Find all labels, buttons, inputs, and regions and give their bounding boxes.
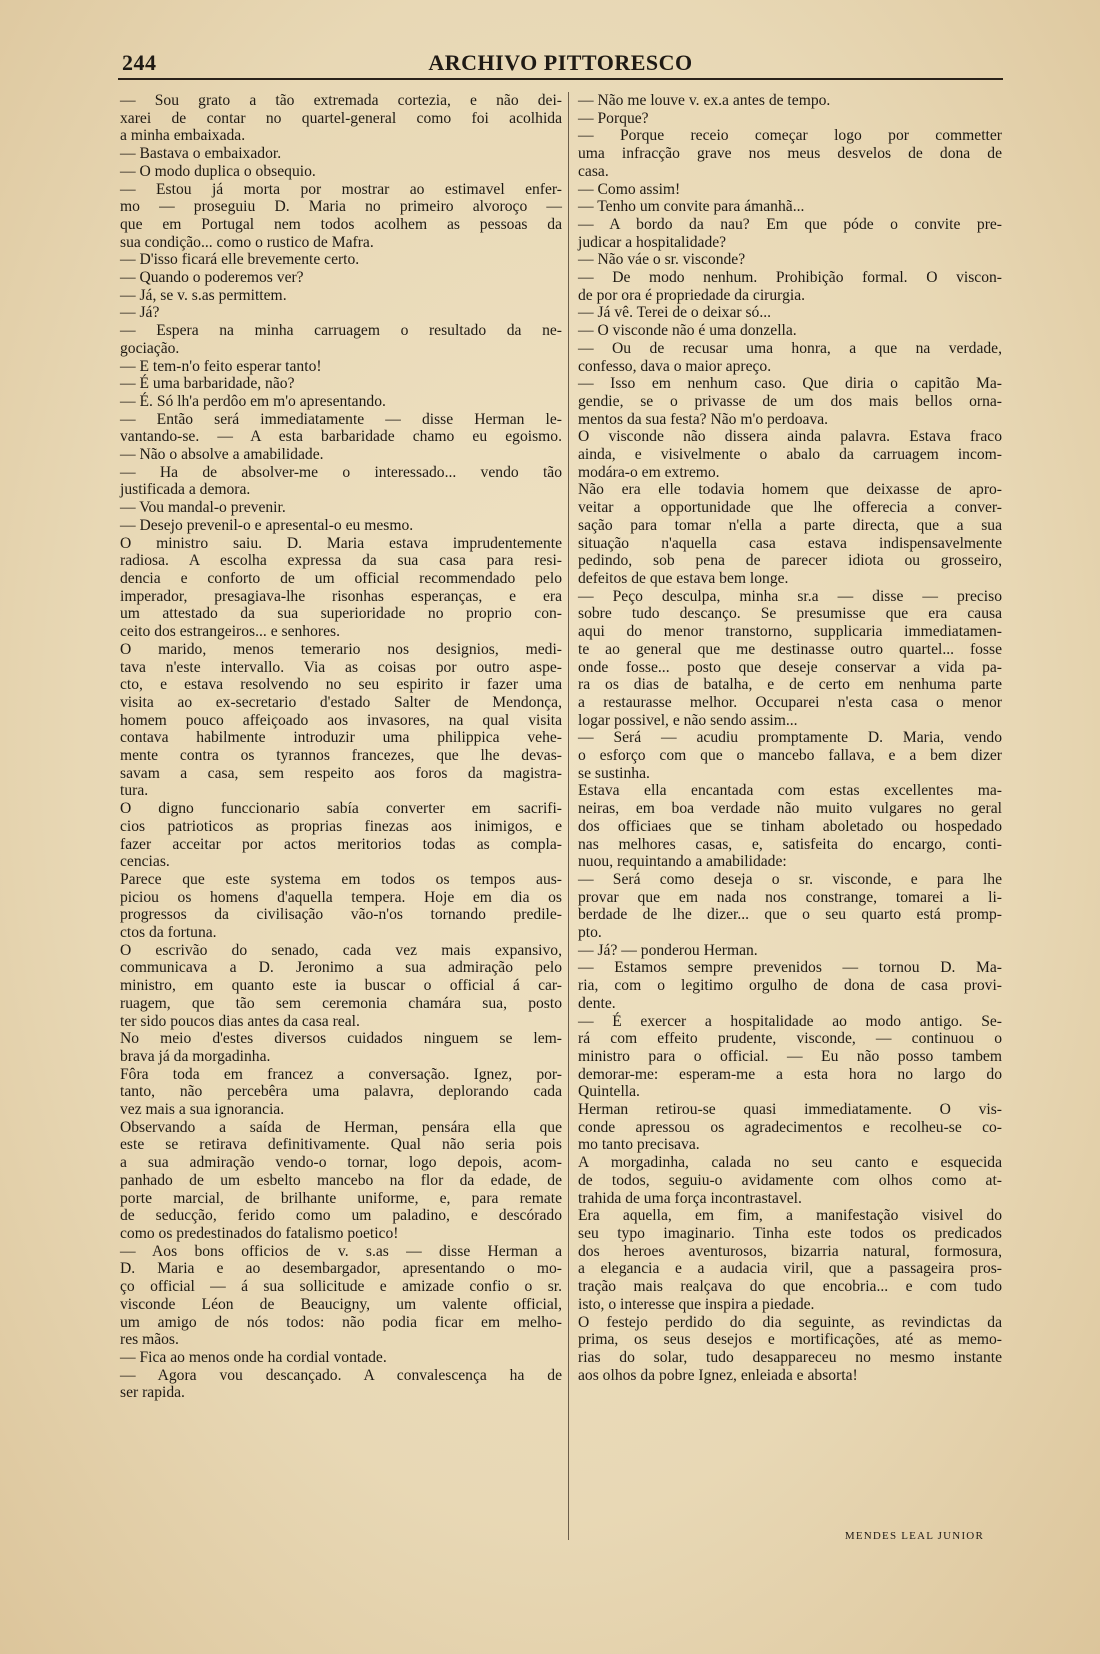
text-line: tava n'este intervallo. Via as coisas por outro aspe- <box>120 658 562 676</box>
text-line: Herman retirou-se quasi immediatamente. O vis- <box>578 1101 1002 1119</box>
text-line: casa. <box>578 162 609 180</box>
text-line: ra os dias de batalha, e de certo em nenhuma parte <box>578 676 1002 694</box>
text-line: um amigo de nós todos: não podia ficar em melho- <box>120 1313 562 1331</box>
text-line: prima, os seus desejos e mortificações, até as memo- <box>578 1331 1002 1349</box>
text-line: justificada a demora. <box>120 481 251 499</box>
text-line: dente. <box>578 994 616 1012</box>
text-line: cencias. <box>120 853 170 871</box>
text-line: brava já da morgadinha. <box>120 1047 271 1065</box>
text-line: defeitos de que estava bem longe. <box>578 569 789 587</box>
text-line: uma infracção grave nos meus desvelos de dona de <box>578 145 1002 163</box>
text-line: porte marcial, de brilhante uniforme, e, para remate <box>120 1189 562 1207</box>
text-line: mente contra os tyrannos francezes, que lhe devas- <box>120 747 562 765</box>
text-line: Fôra toda em francez a conversação. Ignez, por- <box>120 1065 562 1083</box>
text-line: — Já? <box>120 304 160 322</box>
text-line: seu typo imaginario. Tinha este todos os predicados <box>578 1225 1002 1242</box>
text-line: progressos da civilisação vão-n'os tornando predile- <box>120 906 562 924</box>
text-line: — Espera na minha carruagem o resultado da ne- <box>120 322 562 340</box>
text-line: — Então será immediatamente — disse Herman le- <box>120 410 562 428</box>
text-line: aqui do menor transtorno, supplicaria immediatamen- <box>578 623 1002 641</box>
text-line: cto, e estava resolvendo no seu espirito ir fazer uma <box>120 676 562 694</box>
text-line: homem pouco affeiçoado aos invasores, na qual visita <box>120 711 562 729</box>
text-line: sua condição... como o rustico de Mafra. <box>120 233 374 251</box>
text-line: situação n'aquella casa estava indispensavelmente <box>578 534 1002 552</box>
text-line: — Tenho um convite para ámanhã... <box>578 198 805 216</box>
text-line: — Isso em nenhum caso. Que diria o capitão Ma- <box>578 375 1002 393</box>
text-line: conde apressou os agradecimentos e recolheu-se co- <box>578 1118 1002 1136</box>
text-line: onde fosse... posto que deseje conservar a vida pa- <box>578 658 1002 676</box>
text-line: o esforço com que o mancebo fallava, e a bem dizer <box>578 747 1002 765</box>
text-line: mentos da sua festa? Não m'o perdoava. <box>578 410 829 428</box>
text-line: — Desejo prevenil-o e apresental-o eu mesmo. <box>120 516 414 534</box>
text-line: neiras, em boa verdade não muito vulgares no geral <box>578 800 1002 818</box>
text-line: — Porque receio começar logo por commetter <box>578 127 1002 145</box>
text-line: — Será como deseja o sr. visconde, e para lhe <box>578 870 1002 888</box>
text-line: rias do solar, tudo desappareceu no mesmo instante <box>578 1348 1002 1366</box>
text-line: provar que em nada nos constrange, tomarei a li- <box>578 888 1002 906</box>
text-line: — De modo nenhum. Prohibição formal. O viscon- <box>578 269 1002 287</box>
text-line: de todos, seguiu-o avidamente com olhos como at- <box>578 1171 1002 1189</box>
text-line: contava habilmente introduzir uma philippica vehe- <box>120 729 562 747</box>
text-line: Observando a saída de Herman, pensára ella que <box>120 1118 562 1136</box>
text-line: — Não me louve v. ex.a antes de tempo. <box>578 92 831 109</box>
text-line: se sustinha. <box>578 764 650 782</box>
text-line: ministro, em quanto este ia buscar o official á car- <box>120 977 562 995</box>
left-column <box>120 92 562 1402</box>
text-line: tração mais realçava do que encobria... e com tudo <box>578 1278 1002 1296</box>
text-line: — Será — acudiu promptamente D. Maria, vendo <box>578 729 1002 747</box>
text-line: — Estou já morta por mostrar ao estimavel enfer- <box>120 180 562 198</box>
text-line: — É exercer a hospitalidade ao modo antigo. Se- <box>578 1012 1002 1030</box>
page-number: 244 <box>122 50 157 75</box>
text-line: xarei de contar no quartel-general como foi acolhida <box>120 109 562 127</box>
text-line: — Como assim! <box>578 180 681 198</box>
text-line: nas melhores casas, e, satisfeita do encargo, conti- <box>578 835 1002 853</box>
text-line: — Aos bons officios de v. s.as — disse Herman a <box>120 1242 562 1260</box>
text-line: savam a casa, sem respeito aos foros da magistra- <box>120 764 562 782</box>
text-line: communicava a D. Jeronimo a sua admiração pelo <box>120 959 562 977</box>
column-divider <box>568 92 569 1540</box>
page-header <box>118 48 1003 78</box>
text-line: ria, com o legitimo orgulho de dona de casa provi- <box>578 977 1002 995</box>
text-line: Era aquella, em fim, a manifestação visivel do <box>578 1207 1002 1225</box>
text-line: — É uma barbaridade, não? <box>120 375 295 393</box>
text-line: este se retirava definitivamente. Qual não seria pois <box>120 1136 562 1154</box>
text-line: Quintella. <box>578 1083 640 1101</box>
text-line: tura. <box>120 782 149 800</box>
text-line: — Sou grato a tão extremada cortezia, e não dei- <box>120 92 562 109</box>
text-line: dos officiaes que se tinham aboletado ou hospedado <box>578 817 1002 835</box>
text-line: gociação. <box>120 339 180 357</box>
text-line: — Ha de absolver-me o interessado... vendo tão <box>120 463 562 481</box>
text-line: de seducção, ferido como um paladino, e descórado <box>120 1207 562 1225</box>
text-line: cios patrioticos as proprias finezas aos inimigos, e <box>120 817 562 835</box>
text-line: modára-o em extremo. <box>578 463 720 481</box>
text-line: panhado de um esbelto mancebo na flor da edade, de <box>120 1171 562 1189</box>
text-line: demorar-me: esperam-me a esta hora no largo do <box>578 1065 1002 1083</box>
text-line: pedindo, sob pena de parecer idiota ou grosseiro, <box>578 552 1002 570</box>
text-line: ctos da fortuna. <box>120 924 217 942</box>
text-line: ainda, e visivelmente o abalo da carruagem incom- <box>578 446 1002 464</box>
text-line: radiosa. A escolha expressa da sua casa para resi- <box>120 552 562 570</box>
text-line: — Ou de recusar uma honra, a que na verdade, <box>578 339 1002 357</box>
text-line: — O visconde não é uma donzella. <box>578 322 797 340</box>
author-signature: MENDES LEAL JUNIOR <box>844 1530 984 1542</box>
text-line: O escrivão do senado, cada vez mais expansivo, <box>120 941 562 959</box>
text-line: — O modo duplica o obsequio. <box>120 162 316 180</box>
text-line: vez mais a sua ignorancia. <box>120 1101 285 1119</box>
text-line: ser rapida. <box>120 1384 185 1402</box>
text-line: — Quando o poderemos ver? <box>120 269 304 287</box>
text-line: — A bordo da nau? Em que póde o convite pre- <box>578 215 1002 233</box>
text-line: No meio d'estes diversos cuidados ninguem se lem- <box>120 1030 562 1048</box>
text-line: sobre tudo descanço. Se presumisse que era causa <box>578 605 1002 623</box>
text-line: — D'isso ficará elle brevemente certo. <box>120 251 360 269</box>
text-line: isto, o interesse que inspira a piedade. <box>578 1295 815 1313</box>
text-line: — Já, se v. s.as permittem. <box>120 286 287 304</box>
text-line: veitar a opportunidade que lhe offerecia a conver- <box>578 499 1002 517</box>
text-line: judicar a hospitalidade? <box>578 233 727 251</box>
text-line: — Já? — ponderou Herman. <box>578 941 758 959</box>
text-line: res mãos. <box>120 1331 179 1349</box>
text-line: logar possivel, e não sendo assim... <box>578 711 798 729</box>
text-line: de por ora é propriedade da cirurgia. <box>578 286 806 304</box>
text-line: — Vou mandal-o prevenir. <box>120 499 286 517</box>
right-column <box>578 92 1002 1384</box>
text-line: O festejo perdido do dia seguinte, as revindictas da <box>578 1313 1002 1331</box>
text-line: berdade de lhe dizer... que o seu quarto está promp- <box>578 906 1002 924</box>
text-line: Parece que este systema em todos os tempos aus- <box>120 870 562 888</box>
text-line: gendie, se o privasse de um dos mais bellos orna- <box>578 392 1002 410</box>
text-line: tanto, não percebêra uma palavra, deplorando cada <box>120 1083 562 1101</box>
text-line: um attestado da sua superioridade no proprio con- <box>120 605 562 623</box>
text-line: mo — proseguiu D. Maria no primeiro alvoroço — <box>120 198 562 216</box>
text-line: a restaurasse melhor. Occuparei n'esta casa o menor <box>578 693 1002 711</box>
text-line: — Fica ao menos onde ha cordial vontade. <box>120 1348 387 1366</box>
text-line: rá com effeito prudente, visconde, — continuou o <box>578 1030 1002 1048</box>
text-line: imperador, presagiava-lhe risonhas esperanças, e era <box>120 587 562 605</box>
text-line: a sua admiração vendo-o tornar, logo depois, acom- <box>120 1154 562 1172</box>
text-line: a elegancia e a audacia viril, que a passageira pros- <box>578 1260 1002 1278</box>
text-line: ço official — á sua sollicitude e amizade confio o sr. <box>120 1278 562 1296</box>
text-line: vantando-se. — A esta barbaridade chamo eu egoismo. <box>120 428 562 446</box>
text-line: dencia e conforto de um official recommendado pelo <box>120 569 562 587</box>
text-line: visconde Léon de Beaucigny, um valente official, <box>120 1295 562 1313</box>
text-line: pto. <box>578 924 602 942</box>
text-line: te ao general que me destinasse outro quartel... fosse <box>578 640 1002 658</box>
text-line: O ministro saiu. D. Maria estava imprudentemente <box>120 534 562 552</box>
text-line: dos heroes aventurosos, bizarria natural, formosura, <box>578 1242 1002 1260</box>
text-line: Estava ella encantada com estas excellentes ma- <box>578 782 1002 800</box>
text-line: ter sido poucos dias antes da casa real. <box>120 1012 360 1030</box>
text-line: — Bastava o embaixador. <box>120 145 282 163</box>
text-line: — Peço desculpa, minha sr.a — disse — preciso <box>578 587 1002 605</box>
journal-title: ARCHIVO PITTORESCO <box>428 50 693 75</box>
header-rule <box>118 78 1003 80</box>
text-line: visita ao ex-secretario d'estado Salter de Mendonça, <box>120 693 562 711</box>
text-line: — Não váe o sr. visconde? <box>578 251 746 269</box>
text-line: — Agora vou descançado. A convalescença ha de <box>120 1366 562 1384</box>
text-line: como os predestinados do fatalismo poetico! <box>120 1225 399 1242</box>
text-line: Não era elle todavia homem que deixasse de apro- <box>578 481 1002 499</box>
text-line: que em Portugal nem todos acolhem as pessoas da <box>120 215 562 233</box>
text-line: nuou, requintando a amabilidade: <box>578 853 787 871</box>
text-line: — Estamos sempre prevenidos — tornou D. Ma- <box>578 959 1002 977</box>
text-line: ceito dos estrangeiros... e senhores. <box>120 623 340 641</box>
text-line: piciou os homens d'aquella tempera. Hoje em dia os <box>120 888 562 906</box>
text-line: O marido, menos temerario nos designios, medi- <box>120 640 562 658</box>
text-line: a minha embaixada. <box>120 127 246 145</box>
text-line: — Porque? <box>578 109 649 127</box>
text-line: O visconde não dissera ainda palavra. Estava fraco <box>578 428 1002 446</box>
text-line: ruagem, que tão sem ceremonia chamára sua, posto <box>120 994 562 1012</box>
text-line: aos olhos da pobre Ignez, enleiada e absorta! <box>578 1366 858 1384</box>
text-line: mo tanto precisava. <box>578 1136 700 1154</box>
text-line: — Não o absolve a amabilidade. <box>120 446 324 464</box>
text-line: sação para tomar n'ella a parte directa, que a sua <box>578 516 1002 534</box>
text-line: fazer acceitar por actos meritorios todas as compla- <box>120 835 562 853</box>
text-line: ministro para o official. — Eu não posso tambem <box>578 1047 1002 1065</box>
text-line: — É. Só lh'a perdôo em m'o apresentando. <box>120 392 386 410</box>
text-line: A morgadinha, calada no seu canto e esquecida <box>578 1154 1002 1172</box>
text-line: confesso, dava o maior apreço. <box>578 357 772 375</box>
text-line: — E tem-n'o feito esperar tanto! <box>120 357 322 375</box>
text-line: trahida de uma força incontrastavel. <box>578 1189 802 1207</box>
text-line: O digno funccionario sabía converter em sacrifi- <box>120 800 562 818</box>
text-line: D. Maria e ao desembargador, apresentando o mo- <box>120 1260 562 1278</box>
text-line: — Já vê. Terei de o deixar só... <box>578 304 772 322</box>
